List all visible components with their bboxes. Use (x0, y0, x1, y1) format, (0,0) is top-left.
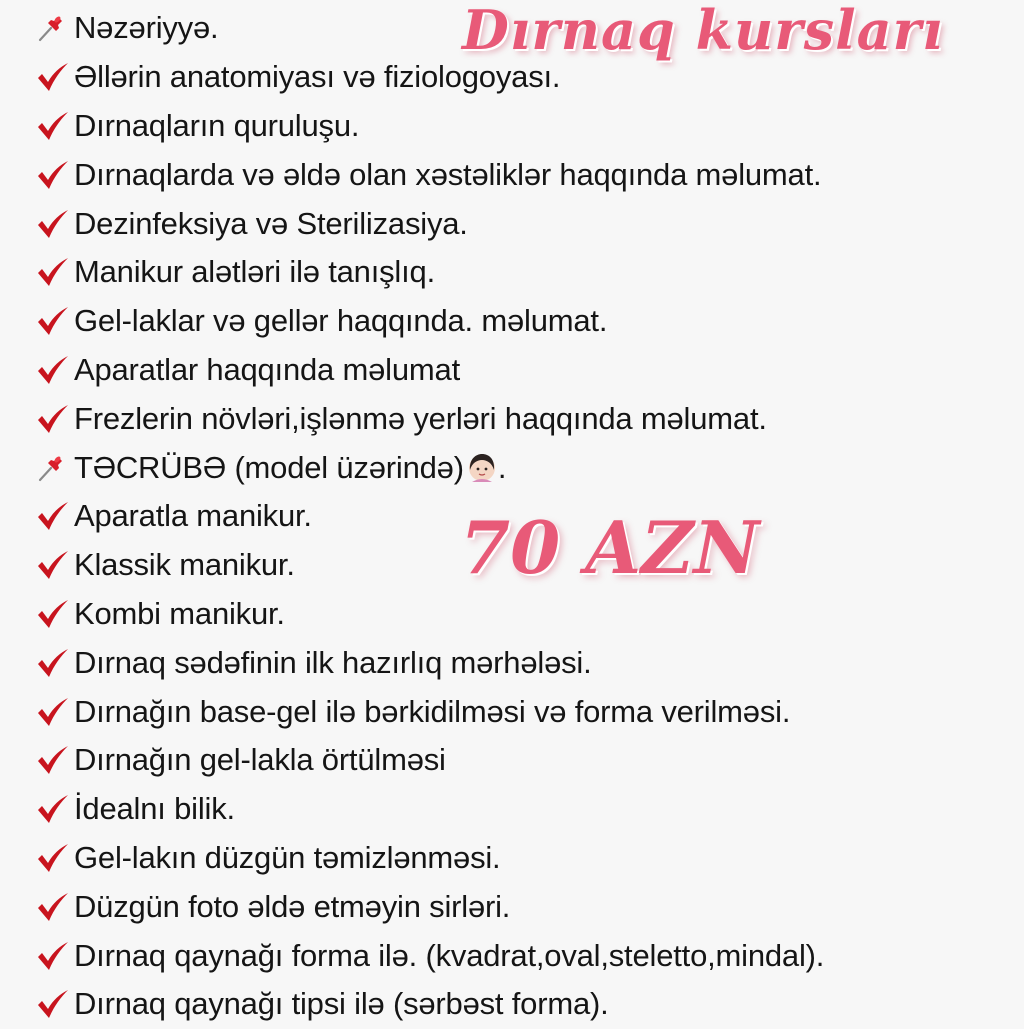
list-item (36, 638, 1016, 687)
price-label: 70 AZN (460, 505, 760, 590)
list-item-text (74, 157, 821, 193)
list-item-label: Frezlerin növləri,işlənmə yerləri haqqında məlumat. (74, 400, 767, 436)
list-item-label: Aparatlar haqqında məlumat (74, 351, 460, 387)
checkmark-icon (36, 60, 74, 94)
checkmark-icon (36, 109, 74, 143)
checkmark-icon (36, 548, 74, 582)
checkmark-icon (36, 890, 74, 924)
list-item-text (74, 596, 285, 632)
checkmark-icon (36, 158, 74, 192)
checkmark-icon (36, 743, 74, 777)
list-item-label: Dırnaq sədəfinin ilk hazırlıq mərhələsi. (74, 644, 592, 680)
list-item (36, 882, 1016, 931)
list-item-text (74, 547, 295, 583)
list-item-text (74, 889, 510, 925)
list-item (36, 150, 1016, 199)
list-item-text (74, 694, 790, 730)
list-item-label: Dırnaq qaynağı tipsi ilə (sərbəst forma). (74, 986, 609, 1022)
list-item-suffix: . (497, 449, 507, 485)
list-item-text (74, 498, 312, 534)
list-item-label: Aparatla manikur. (74, 498, 312, 534)
list-item-text (74, 108, 359, 144)
pushpin-icon (36, 11, 74, 45)
page-title: Dırnaq kursları (462, 0, 944, 62)
list-item-label: Əllərin anatomiyası və fiziologoyası. (74, 59, 561, 95)
list-item (36, 785, 1016, 834)
checkmark-icon (36, 207, 74, 241)
woman-emoji-icon (464, 450, 498, 486)
list-item-label: Gel-lakın düzgün təmizlənməsi. (74, 839, 501, 875)
checkmark-icon (36, 792, 74, 826)
checkmark-icon (36, 939, 74, 973)
checkmark-icon (36, 646, 74, 680)
list-item-label: Dırnağın gel-lakla örtülməsi (74, 742, 446, 778)
list-item-label: İdealnı bilik. (74, 791, 235, 827)
checkmark-icon (36, 255, 74, 289)
list-item-label: Manikur alətləri ilə tanışlıq. (74, 254, 435, 290)
list-item-label: Dırnaqlarda və əldə olan xəstəliklər haqqında məlumat. (74, 156, 822, 192)
list-item (36, 687, 1016, 736)
list-item-text (74, 303, 607, 339)
list-item (36, 297, 1016, 346)
list-item (36, 199, 1016, 248)
checkmark-icon (36, 597, 74, 631)
list-item-text (74, 450, 506, 486)
list-item-text (74, 10, 218, 46)
list-item-text (74, 645, 592, 681)
list-item-text (74, 742, 446, 778)
list-item-text (74, 986, 609, 1022)
list-item-label: Dırnaq qaynağı forma ilə. (kvadrat,oval,steletto,mindal). (74, 937, 825, 973)
list-item (36, 346, 1016, 395)
list-item-label: Kombi manikur. (74, 595, 285, 631)
list-item-text (74, 938, 824, 974)
list-item-text (74, 352, 460, 388)
list-item (36, 443, 1016, 492)
list-item (36, 394, 1016, 443)
checkmark-icon (36, 499, 74, 533)
list-item-text (74, 206, 468, 242)
checkmark-icon (36, 304, 74, 338)
list-item (36, 590, 1016, 639)
list-item-label: Nəzəriyyə. (74, 10, 219, 46)
checkmark-icon (36, 402, 74, 436)
list-item (36, 248, 1016, 297)
list-item-text (74, 401, 767, 437)
list-item-label: TƏCRÜBƏ (model üzərində) (74, 449, 464, 485)
checkmark-icon (36, 695, 74, 729)
list-item-label: Klassik manikur. (74, 547, 295, 583)
list-item (36, 980, 1016, 1029)
list-item-text (74, 840, 500, 876)
list-item-label: Gel-laklar və gellər haqqında. məlumat. (74, 303, 608, 339)
list-item-label: Dırnaqların quruluşu. (74, 107, 360, 143)
list-item-text (74, 59, 560, 95)
checkmark-icon (36, 841, 74, 875)
checkmark-icon (36, 987, 74, 1021)
list-item-label: Dırnağın base-gel ilə bərkidilməsi və forma verilməsi. (74, 693, 791, 729)
pushpin-icon (36, 451, 74, 485)
list-item-text (74, 791, 235, 827)
list-item-label: Dezinfeksiya və Sterilizasiya. (74, 205, 468, 241)
checkmark-icon (36, 353, 74, 387)
list-item-label: Düzgün foto əldə etməyin sirləri. (74, 888, 511, 924)
list-item (36, 834, 1016, 883)
list-item (36, 736, 1016, 785)
list-item (36, 102, 1016, 151)
list-item-text (74, 254, 435, 290)
list-item (36, 931, 1016, 980)
